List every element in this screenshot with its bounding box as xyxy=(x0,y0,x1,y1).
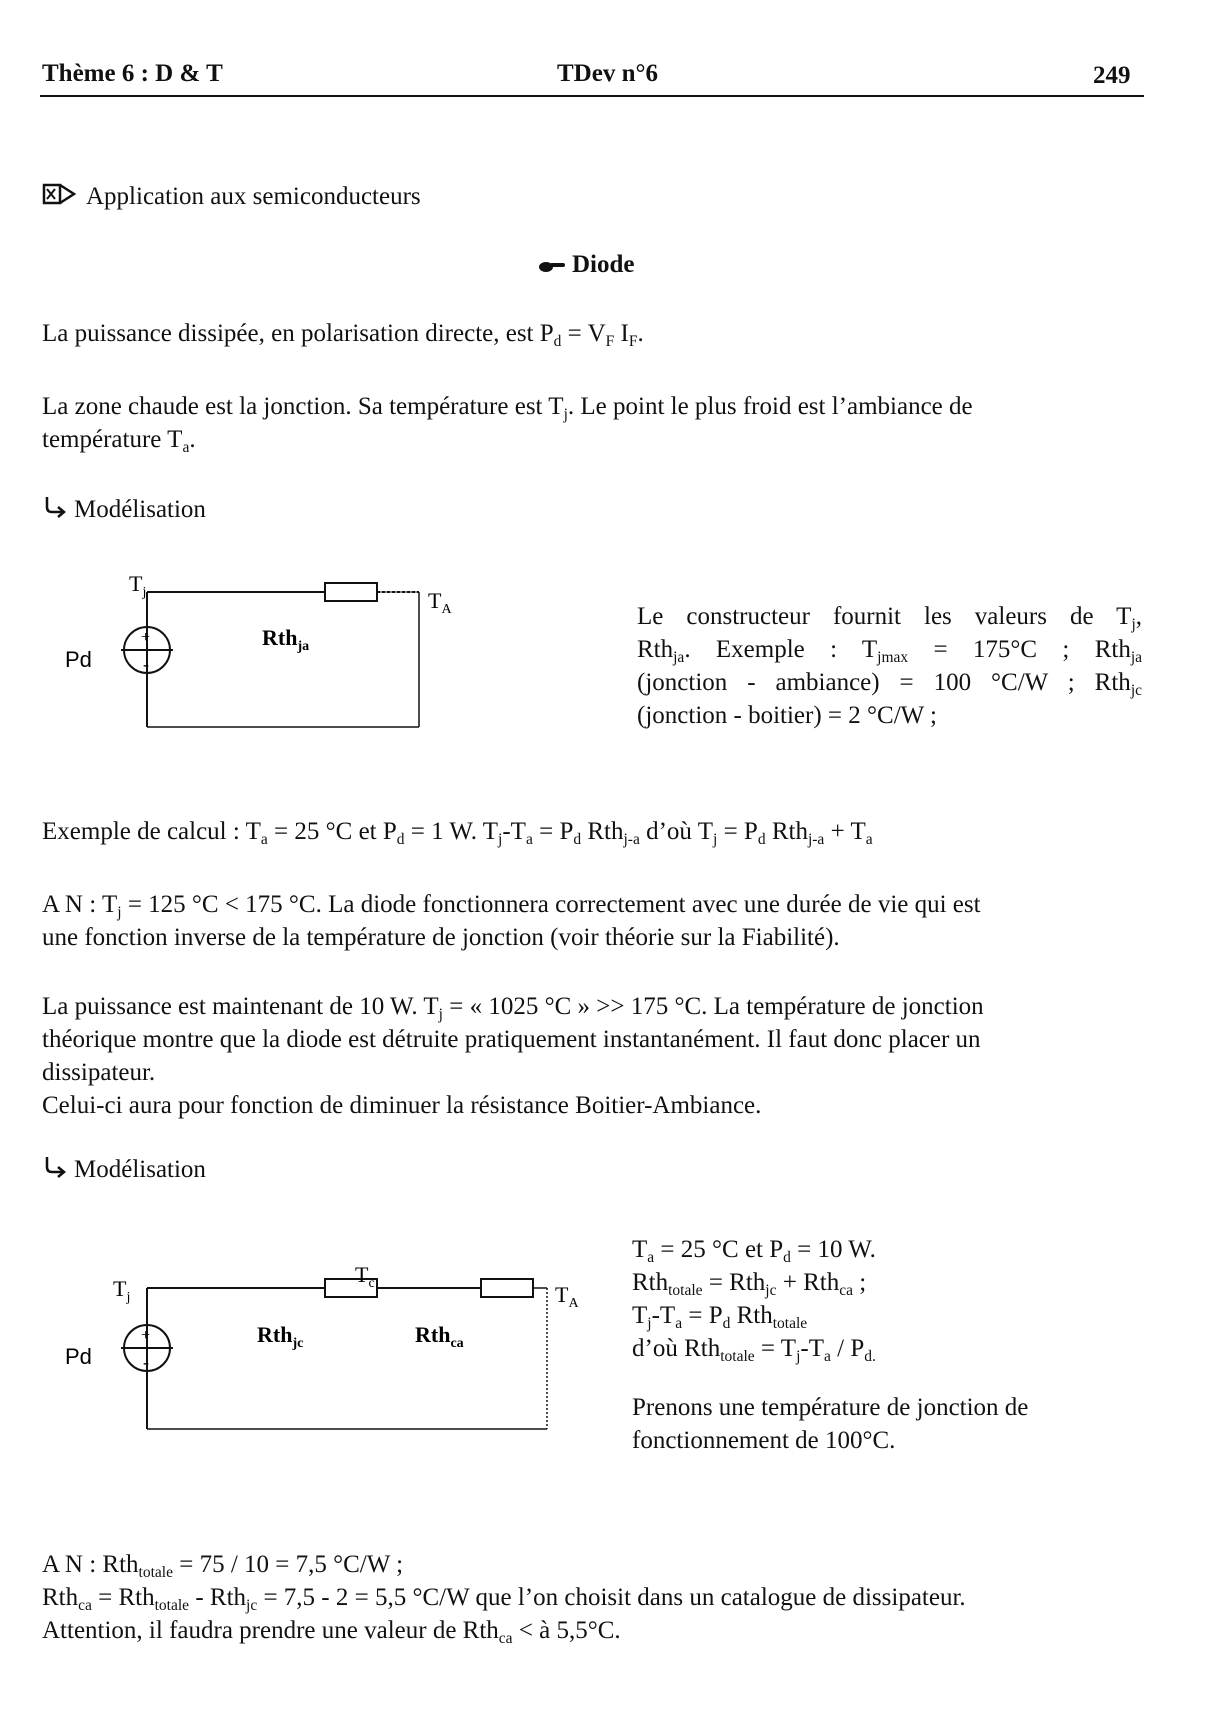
pointing-hand-icon xyxy=(538,250,566,283)
label-pd: Pd xyxy=(65,647,92,672)
label-tj: $T_j$ xyxy=(113,1276,131,1305)
circuit-diagram-2 xyxy=(55,1262,615,1442)
modelisation-heading-1: Modélisation xyxy=(42,493,206,529)
minus-sign: - xyxy=(143,1352,149,1372)
plus-sign: + xyxy=(141,629,151,646)
label-rthca: Rth$_{ca}$ xyxy=(415,1322,464,1351)
label-rthjc: Rth$_{jc}$ xyxy=(257,1322,304,1351)
label-tj: $T_j$ xyxy=(129,571,147,600)
power-10w-paragraph: La puissance est maintenant de 10 W. $T_j$ = « 1025 °C » >> 175 °C. La température de jonction théorique montre que la diode est détruite pratiquement instantanément. Il faut donc placer un dissipateur. Celui-ci aura pour fonction de diminuer la résistance Boitier-Ambiance. xyxy=(42,993,984,1119)
label-ta: $T_A$ xyxy=(428,588,452,617)
boxed-arrow-icon xyxy=(42,182,78,215)
circuit-diagram-1 xyxy=(55,570,475,740)
curved-arrow-icon xyxy=(42,494,68,529)
header-center: TDev n°6 xyxy=(557,60,658,87)
manufacturer-block: Le constructeur fournit les valeurs de $T_j$, Rth$_{ja}$. Exemple : $T_{jmax} = 175^\circ C$ ; Rth$_{ja}$ (jonction - ambiance) = 100 °C/W ; Rth$_{jc}$ (jonction - boitier) = 2 °C/W ; xyxy=(637,603,1143,729)
sizing-block: $T_a = 25$ °C et $P_d = 10$ W. Rth$_{totale}$ = Rth$_{jc}$ + Rth$_{ca}$ ; $T_j-T_a = P_d$ Rth$_{totale}$ d’où $Rth_{totale} = T_j-T_a / P_{d.}$ Prenons une température de jonction de fonctionnement de 100°C. xyxy=(632,1233,1142,1457)
resistor-rthja xyxy=(325,583,377,601)
label-tc: $T_c$ xyxy=(355,1262,375,1291)
resistor-rthca xyxy=(481,1279,533,1297)
subsection-heading: Diode xyxy=(538,248,635,283)
calc-example: Exemple de calcul : $T_a = 25$ °C et $P_d = 1$ W. $T_j-T_a = P_d$ Rth$_{j-a}$ d’où $T_j = P_d$ $Rth_{j-a} + T_a$ xyxy=(42,818,873,848)
junction-paragraph: La zone chaude est la jonction. Sa température est $T_j$. Le point le plus froid est l’ambiance de température $T_a$. xyxy=(42,393,973,456)
label-ta: $T_A$ xyxy=(555,1282,579,1311)
plus-sign: + xyxy=(141,1327,151,1344)
an-paragraph-2: A N : Rth$_{totale}$ = 75 / 10 = 7,5 °C/W ; Rth$_{ca}$ = Rth$_{totale}$ - Rth$_{jc}$ = 7,5 - 2 = 5,5 °C/W que l’on choisit dans un catalogue de dissipateur. Attention, il faudra prendre une valeur de Rth$_{ca}$ < à 5,5°C. xyxy=(42,1551,966,1647)
power-paragraph: La puissance dissipée, en polarisation directe, est $P_d = V_F$ $I_F$. xyxy=(42,320,644,350)
modelisation-heading-2: Modélisation xyxy=(42,1153,206,1189)
header-rule xyxy=(40,95,1144,97)
an-paragraph-1: A N : $T_j = 125$ °C < 175 °C. La diode fonctionnera correctement avec une durée de vie qui est une fonction inverse de la température de jonction (voir théorie sur la Fiabilité). xyxy=(42,891,981,951)
curved-arrow-icon xyxy=(42,1154,68,1189)
label-pd: Pd xyxy=(65,1344,92,1369)
page-number: 249 xyxy=(1093,62,1131,89)
minus-sign: - xyxy=(143,654,149,674)
header-left: Thème 6 : D & T xyxy=(42,60,223,87)
prenons-line: Prenons une température de jonction de xyxy=(632,1394,1029,1421)
label-rthja: Rth$_{ja}$ xyxy=(262,625,310,654)
section-heading: Application aux semiconducteurs xyxy=(42,180,421,215)
